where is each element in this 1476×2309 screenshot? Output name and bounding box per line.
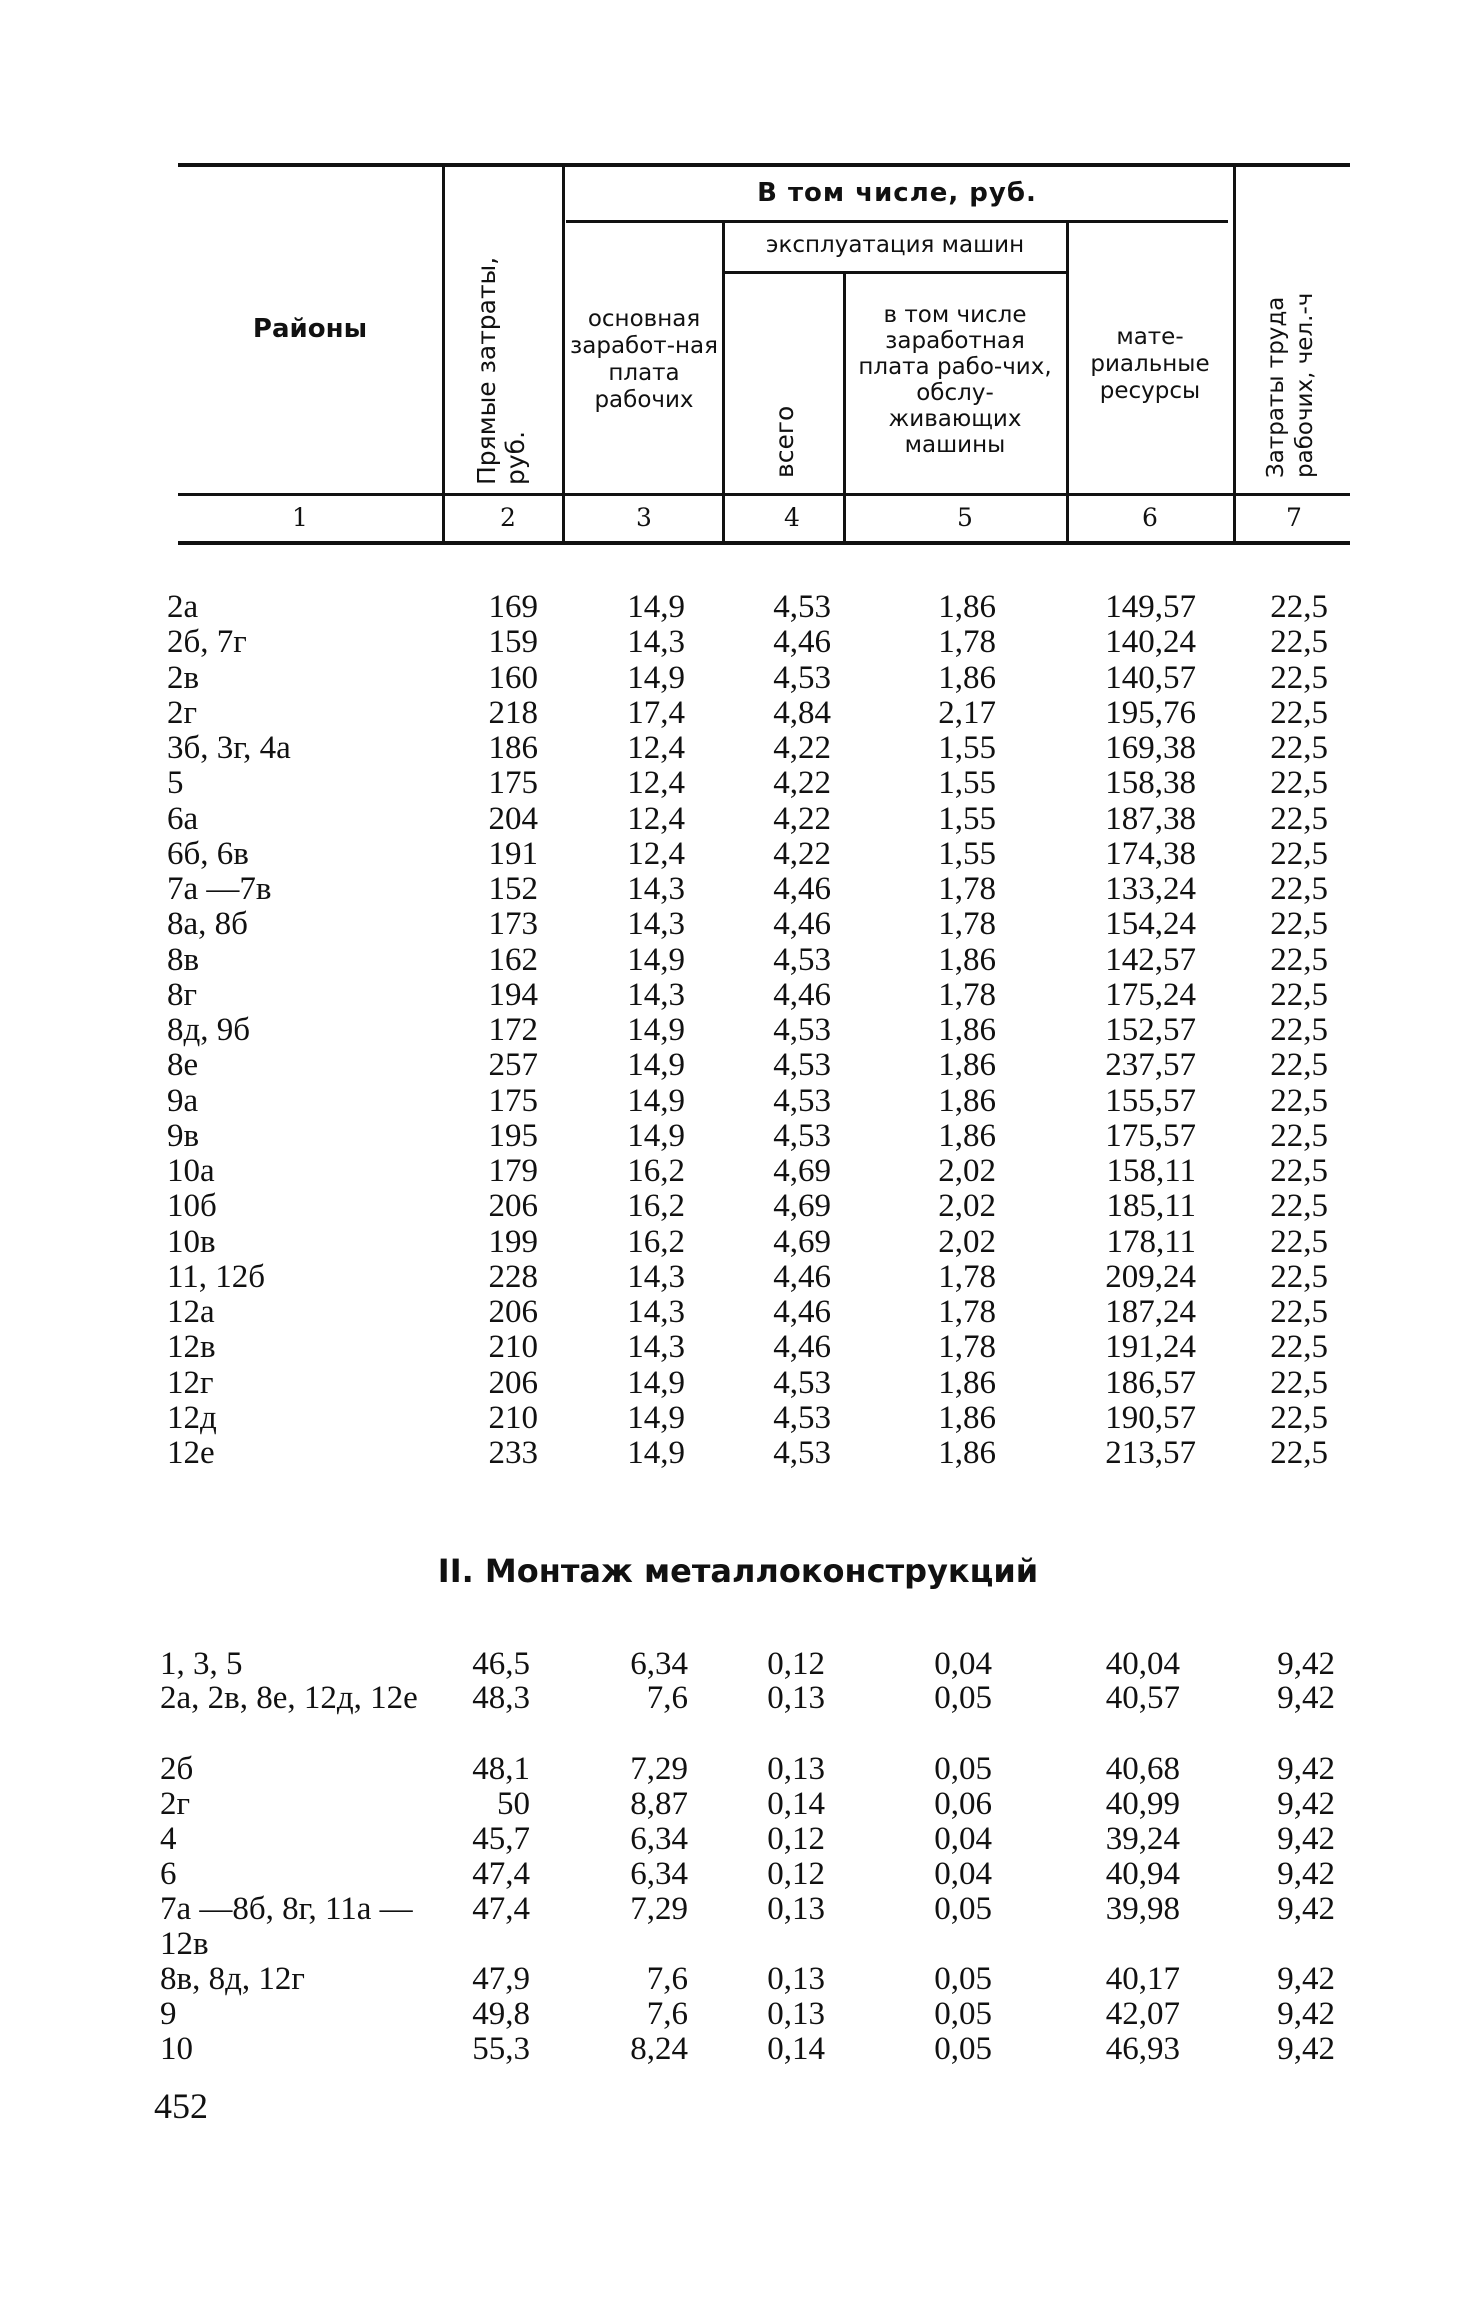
cell-c6: 174,38 [1105, 835, 1196, 872]
cell-c7: 22,5 [1270, 694, 1328, 731]
cell-region: 8в, 8д, 12г [160, 1961, 305, 1997]
cell-c2: 206 [488, 1294, 538, 1330]
cell-c3: 12,4 [627, 800, 685, 837]
cell-c3: 14,9 [627, 1012, 685, 1048]
cell-c7: 22,5 [1270, 941, 1328, 978]
cell-c6: 152,57 [1105, 1012, 1196, 1048]
cell-region: 2а, 2в, 8е, 12д, 12е [160, 1680, 418, 1716]
table-row [0, 1225, 1476, 1260]
cell-c6: 190,57 [1105, 1399, 1196, 1436]
table-row [0, 1048, 1476, 1083]
header-machines: эксплуатация машин [765, 232, 1025, 258]
cell-c4: 4,69 [773, 1223, 831, 1260]
cell-c5: 1,78 [938, 624, 996, 661]
cell-c7: 22,5 [1270, 1012, 1328, 1048]
cell-region: 9в [167, 1117, 200, 1154]
cell-c4: 0,13 [767, 1680, 825, 1716]
section2-title: II. Монтаж металлоконструкций [437, 1552, 1039, 1590]
cell-region: 12д [167, 1399, 217, 1436]
col-num-7: 7 [1286, 503, 1302, 532]
table-row [0, 1295, 1476, 1330]
cell-c2: 175 [488, 765, 538, 802]
cell-c3: 12,4 [627, 835, 685, 872]
cell-c7: 9,42 [1277, 1786, 1335, 1822]
cell-c7: 9,42 [1277, 1680, 1335, 1716]
cell-c3: 8,24 [630, 2031, 688, 2067]
table-row [0, 907, 1476, 942]
cell-c3: 14,3 [627, 871, 685, 907]
cell-c5: 1,86 [938, 659, 996, 696]
cell-c2: 173 [488, 906, 538, 943]
cell-c5: 1,78 [938, 1294, 996, 1330]
cell-c5: 1,55 [938, 835, 996, 872]
cell-c3: 16,2 [627, 1153, 685, 1189]
cell-c6: 155,57 [1105, 1082, 1196, 1119]
cell-c2: 162 [488, 941, 538, 978]
cell-c6: 187,38 [1105, 800, 1196, 837]
cell-c7: 22,5 [1270, 1435, 1328, 1471]
cell-c4: 4,53 [773, 1012, 831, 1048]
cell-c2: 206 [488, 1188, 538, 1225]
col-num-4: 4 [784, 503, 800, 532]
cell-c2: 172 [488, 1012, 538, 1048]
cell-c2: 191 [488, 835, 538, 872]
cell-c4: 4,53 [773, 1399, 831, 1436]
col-num-5: 5 [957, 503, 973, 532]
cell-c4: 0,13 [767, 1996, 825, 2032]
cell-region: 8е [167, 1047, 199, 1084]
cell-region: 2г [160, 1786, 191, 1822]
cell-c6: 186,57 [1105, 1364, 1196, 1401]
cell-c2: 204 [488, 800, 538, 837]
cell-c3: 14,9 [627, 941, 685, 978]
cell-c7: 9,42 [1277, 1821, 1335, 1857]
cell-c3: 6,34 [630, 1856, 688, 1892]
header-machines-wage: в том числе заработная плата рабо-чих, обслу-живающих машины [858, 302, 1052, 458]
col-num-2: 2 [500, 503, 516, 532]
cell-c7: 22,5 [1270, 1223, 1328, 1260]
cell-c5: 1,86 [938, 1435, 996, 1471]
cell-c4: 0,12 [767, 1821, 825, 1857]
table-row [0, 943, 1476, 978]
cell-c3: 14,9 [627, 1435, 685, 1471]
cell-c2: 55,3 [472, 2031, 530, 2067]
cell-c2: 152 [488, 871, 538, 907]
cell-c6: 195,76 [1105, 694, 1196, 731]
cell-c5: 2,17 [938, 694, 996, 731]
cell-c5: 2,02 [938, 1153, 996, 1189]
table-row [0, 1401, 1476, 1436]
cell-region: 6б, 6в [167, 835, 249, 872]
cell-c5: 1,55 [938, 730, 996, 766]
cell-c4: 0,12 [767, 1856, 825, 1892]
cell-region: 2б [160, 1751, 194, 1787]
cell-region: 10б [167, 1188, 217, 1225]
cell-c4: 4,46 [773, 1294, 831, 1330]
table-row [0, 837, 1476, 872]
cell-c6: 140,57 [1105, 659, 1196, 696]
cell-c7: 22,5 [1270, 765, 1328, 802]
cell-c6: 158,38 [1105, 765, 1196, 802]
header-machines-rule [724, 271, 1066, 274]
cell-c7: 22,5 [1270, 1258, 1328, 1295]
cell-c7: 22,5 [1270, 976, 1328, 1013]
cell-c4: 4,84 [773, 694, 831, 731]
cell-region: 1, 3, 5 [160, 1646, 243, 1682]
cell-c4: 4,53 [773, 1117, 831, 1154]
cell-c5: 1,78 [938, 906, 996, 943]
table-row [0, 1084, 1476, 1119]
cell-c7: 22,5 [1270, 871, 1328, 907]
header-vline-2 [562, 165, 565, 543]
cell-c6: 40,99 [1105, 1786, 1180, 1822]
cell-c5: 0,05 [934, 1751, 992, 1787]
cell-c2: 159 [488, 624, 538, 661]
cell-region: 2г [167, 694, 198, 731]
cell-c7: 9,42 [1277, 1891, 1335, 1927]
table-row [0, 661, 1476, 696]
col-num-6: 6 [1142, 503, 1158, 532]
cell-c5: 1,86 [938, 1012, 996, 1048]
cell-c2: 257 [488, 1047, 538, 1084]
cell-c6: 185,11 [1106, 1188, 1196, 1225]
cell-c2: 47,4 [472, 1856, 530, 1892]
cell-c6: 191,24 [1105, 1329, 1196, 1366]
cell-c4: 4,69 [773, 1153, 831, 1189]
cell-c2: 169 [488, 589, 538, 625]
col-num-1: 1 [292, 503, 308, 532]
cell-c4: 4,46 [773, 624, 831, 661]
cell-region: 2б, 7г [167, 624, 247, 661]
cell-c6: 213,57 [1105, 1435, 1196, 1471]
cell-c5: 0,04 [934, 1821, 992, 1857]
table-row [0, 1013, 1476, 1048]
table-row [0, 1330, 1476, 1365]
cell-c7: 22,5 [1270, 730, 1328, 766]
table-row [0, 1366, 1476, 1401]
header-machines-total: всего [770, 405, 799, 478]
cell-c5: 2,02 [938, 1188, 996, 1225]
table-row [0, 590, 1476, 625]
page-number: 452 [154, 2086, 208, 2126]
col-num-3: 3 [636, 503, 652, 532]
cell-c2: 46,5 [472, 1646, 530, 1682]
cell-c7: 22,5 [1270, 624, 1328, 661]
cell-c4: 4,22 [773, 730, 831, 766]
cell-region: 6а [167, 800, 199, 837]
cell-region: 12а [167, 1294, 215, 1330]
cell-c6: 39,98 [1105, 1891, 1180, 1927]
cell-c3: 14,9 [627, 1117, 685, 1154]
cell-c5: 1,86 [938, 1082, 996, 1119]
header-labor-costs: Затраты труда рабочих, чел.-ч [1263, 292, 1318, 478]
cell-c5: 0,04 [934, 1856, 992, 1892]
cell-c5: 1,78 [938, 1329, 996, 1366]
cell-region: 10а [167, 1153, 215, 1189]
cell-c4: 4,46 [773, 1329, 831, 1366]
cell-region: 5 [167, 765, 184, 802]
header-bottom-rule [178, 493, 1350, 496]
cell-c3: 14,3 [627, 1329, 685, 1366]
cell-c7: 22,5 [1270, 906, 1328, 943]
cell-c6: 40,04 [1105, 1646, 1180, 1682]
cell-c7: 22,5 [1270, 1364, 1328, 1401]
cell-c3: 7,6 [646, 1996, 688, 2032]
cell-c5: 0,05 [934, 1680, 992, 1716]
cell-c2: 210 [488, 1329, 538, 1366]
table-row [0, 1260, 1476, 1295]
cell-c5: 0,04 [934, 1646, 992, 1682]
cell-c6: 142,57 [1105, 941, 1196, 978]
cell-c2: 47,9 [472, 1961, 530, 1997]
cell-c7: 9,42 [1277, 1996, 1335, 2032]
cell-c4: 4,22 [773, 800, 831, 837]
cell-region: 8а, 8б [167, 906, 248, 943]
cell-c2: 218 [488, 694, 538, 731]
cell-region: 7а —8б, 8г, 11а —12в [160, 1891, 413, 1962]
cell-region: 6 [160, 1856, 177, 1892]
cell-region: 10 [160, 2031, 193, 2067]
cell-c3: 14,9 [627, 1082, 685, 1119]
cell-c6: 149,57 [1105, 589, 1196, 625]
cell-c3: 14,3 [627, 976, 685, 1013]
table-row [0, 872, 1476, 907]
header-numbers-rule [178, 541, 1350, 545]
cell-c2: 195 [488, 1117, 538, 1154]
cell-c5: 0,05 [934, 1891, 992, 1927]
cell-c3: 14,9 [627, 1364, 685, 1401]
cell-region: 12г [167, 1364, 214, 1401]
cell-c5: 1,78 [938, 871, 996, 907]
cell-c2: 210 [488, 1399, 538, 1436]
cell-c4: 4,53 [773, 1047, 831, 1084]
header-base-wage: основная заработ-ная плата рабочих [570, 306, 718, 413]
cell-c7: 22,5 [1270, 1082, 1328, 1119]
cell-c6: 40,94 [1105, 1856, 1180, 1892]
table-row [0, 1189, 1476, 1224]
cell-c3: 7,29 [630, 1751, 688, 1787]
cell-c2: 48,3 [472, 1680, 530, 1716]
cell-c2: 228 [488, 1258, 538, 1295]
header-vline-4 [843, 272, 846, 543]
cell-c7: 9,42 [1277, 1961, 1335, 1997]
cell-c7: 22,5 [1270, 1399, 1328, 1436]
cell-c6: 40,17 [1105, 1961, 1180, 1997]
cell-c7: 22,5 [1270, 835, 1328, 872]
table-row [0, 1119, 1476, 1154]
header-vline-1 [442, 165, 445, 543]
cell-c5: 0,06 [934, 1786, 992, 1822]
header-top-rule [178, 163, 1350, 167]
cell-region: 12в [167, 1329, 216, 1366]
cell-c4: 0,14 [767, 2031, 825, 2067]
cell-region: 12е [167, 1435, 215, 1471]
table-row [0, 766, 1476, 801]
cell-c7: 9,42 [1277, 2031, 1335, 2067]
cell-region: 9а [167, 1082, 199, 1119]
cell-c4: 0,13 [767, 1751, 825, 1787]
cell-c2: 49,8 [472, 1996, 530, 2032]
cell-c7: 22,5 [1270, 1329, 1328, 1366]
cell-c4: 4,22 [773, 835, 831, 872]
cell-c6: 154,24 [1105, 906, 1196, 943]
cell-c2: 160 [488, 659, 538, 696]
cell-c6: 187,24 [1105, 1294, 1196, 1330]
cell-c5: 0,05 [934, 1996, 992, 2032]
cell-c5: 1,55 [938, 765, 996, 802]
cell-c3: 8,87 [630, 1786, 688, 1822]
cell-c3: 6,34 [630, 1821, 688, 1857]
table-row [0, 625, 1476, 660]
cell-c6: 169,38 [1105, 730, 1196, 766]
cell-c6: 40,57 [1105, 1680, 1180, 1716]
cell-c2: 47,4 [472, 1891, 530, 1927]
cell-c6: 133,24 [1105, 871, 1196, 907]
cell-c3: 14,3 [627, 906, 685, 943]
cell-c2: 179 [488, 1153, 538, 1189]
cell-c7: 9,42 [1277, 1646, 1335, 1682]
cell-c2: 233 [488, 1435, 538, 1471]
cell-c4: 4,46 [773, 906, 831, 943]
cell-c3: 17,4 [627, 694, 685, 731]
cell-c6: 46,93 [1105, 2031, 1180, 2067]
cell-c3: 7,6 [646, 1961, 688, 1997]
cell-c3: 14,9 [627, 1399, 685, 1436]
cell-c4: 4,46 [773, 1258, 831, 1295]
cell-c4: 4,46 [773, 976, 831, 1013]
cell-region: 2в [167, 659, 200, 696]
cell-c6: 140,24 [1105, 624, 1196, 661]
cell-region: 11, 12б [167, 1258, 266, 1295]
table-row [0, 1154, 1476, 1189]
cell-region: 10в [167, 1223, 216, 1260]
cell-c7: 22,5 [1270, 1294, 1328, 1330]
cell-c5: 2,02 [938, 1223, 996, 1260]
cell-c3: 6,34 [630, 1646, 688, 1682]
cell-c2: 186 [488, 730, 538, 766]
cell-c6: 158,11 [1106, 1153, 1196, 1189]
header-direct-costs: Прямые затраты, руб. [472, 256, 530, 485]
header-group-rule [566, 220, 1228, 223]
cell-c5: 1,86 [938, 941, 996, 978]
cell-c6: 175,57 [1105, 1117, 1196, 1154]
cell-region: 8в [167, 941, 200, 978]
cell-c3: 14,9 [627, 659, 685, 696]
cell-region: 2а [167, 589, 199, 625]
cell-c5: 1,78 [938, 976, 996, 1013]
cell-c5: 1,86 [938, 1047, 996, 1084]
cell-c5: 1,55 [938, 800, 996, 837]
header-regions: Районы [252, 314, 368, 344]
cell-c2: 206 [488, 1364, 538, 1401]
cell-c7: 22,5 [1270, 800, 1328, 837]
cell-c4: 4,69 [773, 1188, 831, 1225]
table-row [0, 731, 1476, 766]
cell-c4: 0,13 [767, 1961, 825, 1997]
cell-c2: 175 [488, 1082, 538, 1119]
header-vline-6 [1233, 165, 1236, 543]
cell-c4: 0,12 [767, 1646, 825, 1682]
cell-c4: 4,22 [773, 765, 831, 802]
cell-c3: 16,2 [627, 1188, 685, 1225]
cell-c3: 16,2 [627, 1223, 685, 1260]
cell-c5: 1,78 [938, 1258, 996, 1295]
header-vline-5 [1066, 222, 1069, 543]
table-row [0, 696, 1476, 731]
cell-c4: 4,53 [773, 1435, 831, 1471]
cell-region: 9 [160, 1996, 177, 2032]
cell-c4: 4,46 [773, 871, 831, 907]
cell-c2: 199 [488, 1223, 538, 1260]
cell-c7: 22,5 [1270, 1117, 1328, 1154]
header-including: В том числе, руб. [757, 178, 1037, 208]
cell-c7: 9,42 [1277, 1856, 1335, 1892]
cell-c4: 0,13 [767, 1891, 825, 1927]
cell-c3: 12,4 [627, 730, 685, 766]
cell-c6: 40,68 [1105, 1751, 1180, 1787]
cell-c7: 22,5 [1270, 1188, 1328, 1225]
cell-c2: 50 [497, 1786, 530, 1822]
cell-c3: 14,9 [627, 589, 685, 625]
cell-region: 4 [160, 1821, 177, 1857]
cell-c4: 4,53 [773, 1364, 831, 1401]
cell-c3: 14,9 [627, 1047, 685, 1084]
table-row [0, 802, 1476, 837]
cell-c3: 14,3 [627, 624, 685, 661]
cell-c5: 1,86 [938, 1364, 996, 1401]
cell-c3: 7,29 [630, 1891, 688, 1927]
cell-c4: 4,53 [773, 941, 831, 978]
cell-c5: 0,05 [934, 1961, 992, 1997]
cell-c4: 4,53 [773, 589, 831, 625]
cell-c6: 175,24 [1105, 976, 1196, 1013]
table-row [0, 1436, 1476, 1471]
cell-c4: 4,53 [773, 1082, 831, 1119]
header-vline-3 [722, 222, 725, 543]
cell-c6: 42,07 [1105, 1996, 1180, 2032]
cell-c7: 9,42 [1277, 1751, 1335, 1787]
cell-c3: 12,4 [627, 765, 685, 802]
cell-c3: 14,3 [627, 1294, 685, 1330]
cell-c7: 22,5 [1270, 659, 1328, 696]
cell-c2: 194 [488, 976, 538, 1013]
header-materials: мате-риальные ресурсы [1090, 324, 1210, 404]
cell-c7: 22,5 [1270, 1047, 1328, 1084]
cell-c3: 7,6 [646, 1680, 688, 1716]
cell-c4: 0,14 [767, 1786, 825, 1822]
cell-c6: 178,11 [1106, 1223, 1196, 1260]
cell-region: 7а —7в [167, 871, 272, 907]
cell-c3: 14,3 [627, 1258, 685, 1295]
cell-region: 8г [167, 976, 198, 1013]
cell-c7: 22,5 [1270, 1153, 1328, 1189]
cell-region: 8д, 9б [167, 1012, 251, 1048]
cell-c7: 22,5 [1270, 589, 1328, 625]
cell-c6: 237,57 [1105, 1047, 1196, 1084]
cell-c4: 4,53 [773, 659, 831, 696]
cell-c2: 45,7 [472, 1821, 530, 1857]
cell-c5: 1,86 [938, 1399, 996, 1436]
cell-c5: 1,86 [938, 1117, 996, 1154]
cell-c5: 1,86 [938, 589, 996, 625]
cell-c5: 0,05 [934, 2031, 992, 2067]
cell-c6: 209,24 [1105, 1258, 1196, 1295]
table-row [0, 978, 1476, 1013]
cell-c2: 48,1 [472, 1751, 530, 1787]
cell-c6: 39,24 [1105, 1821, 1180, 1857]
cell-region: 3б, 3г, 4а [167, 730, 291, 766]
